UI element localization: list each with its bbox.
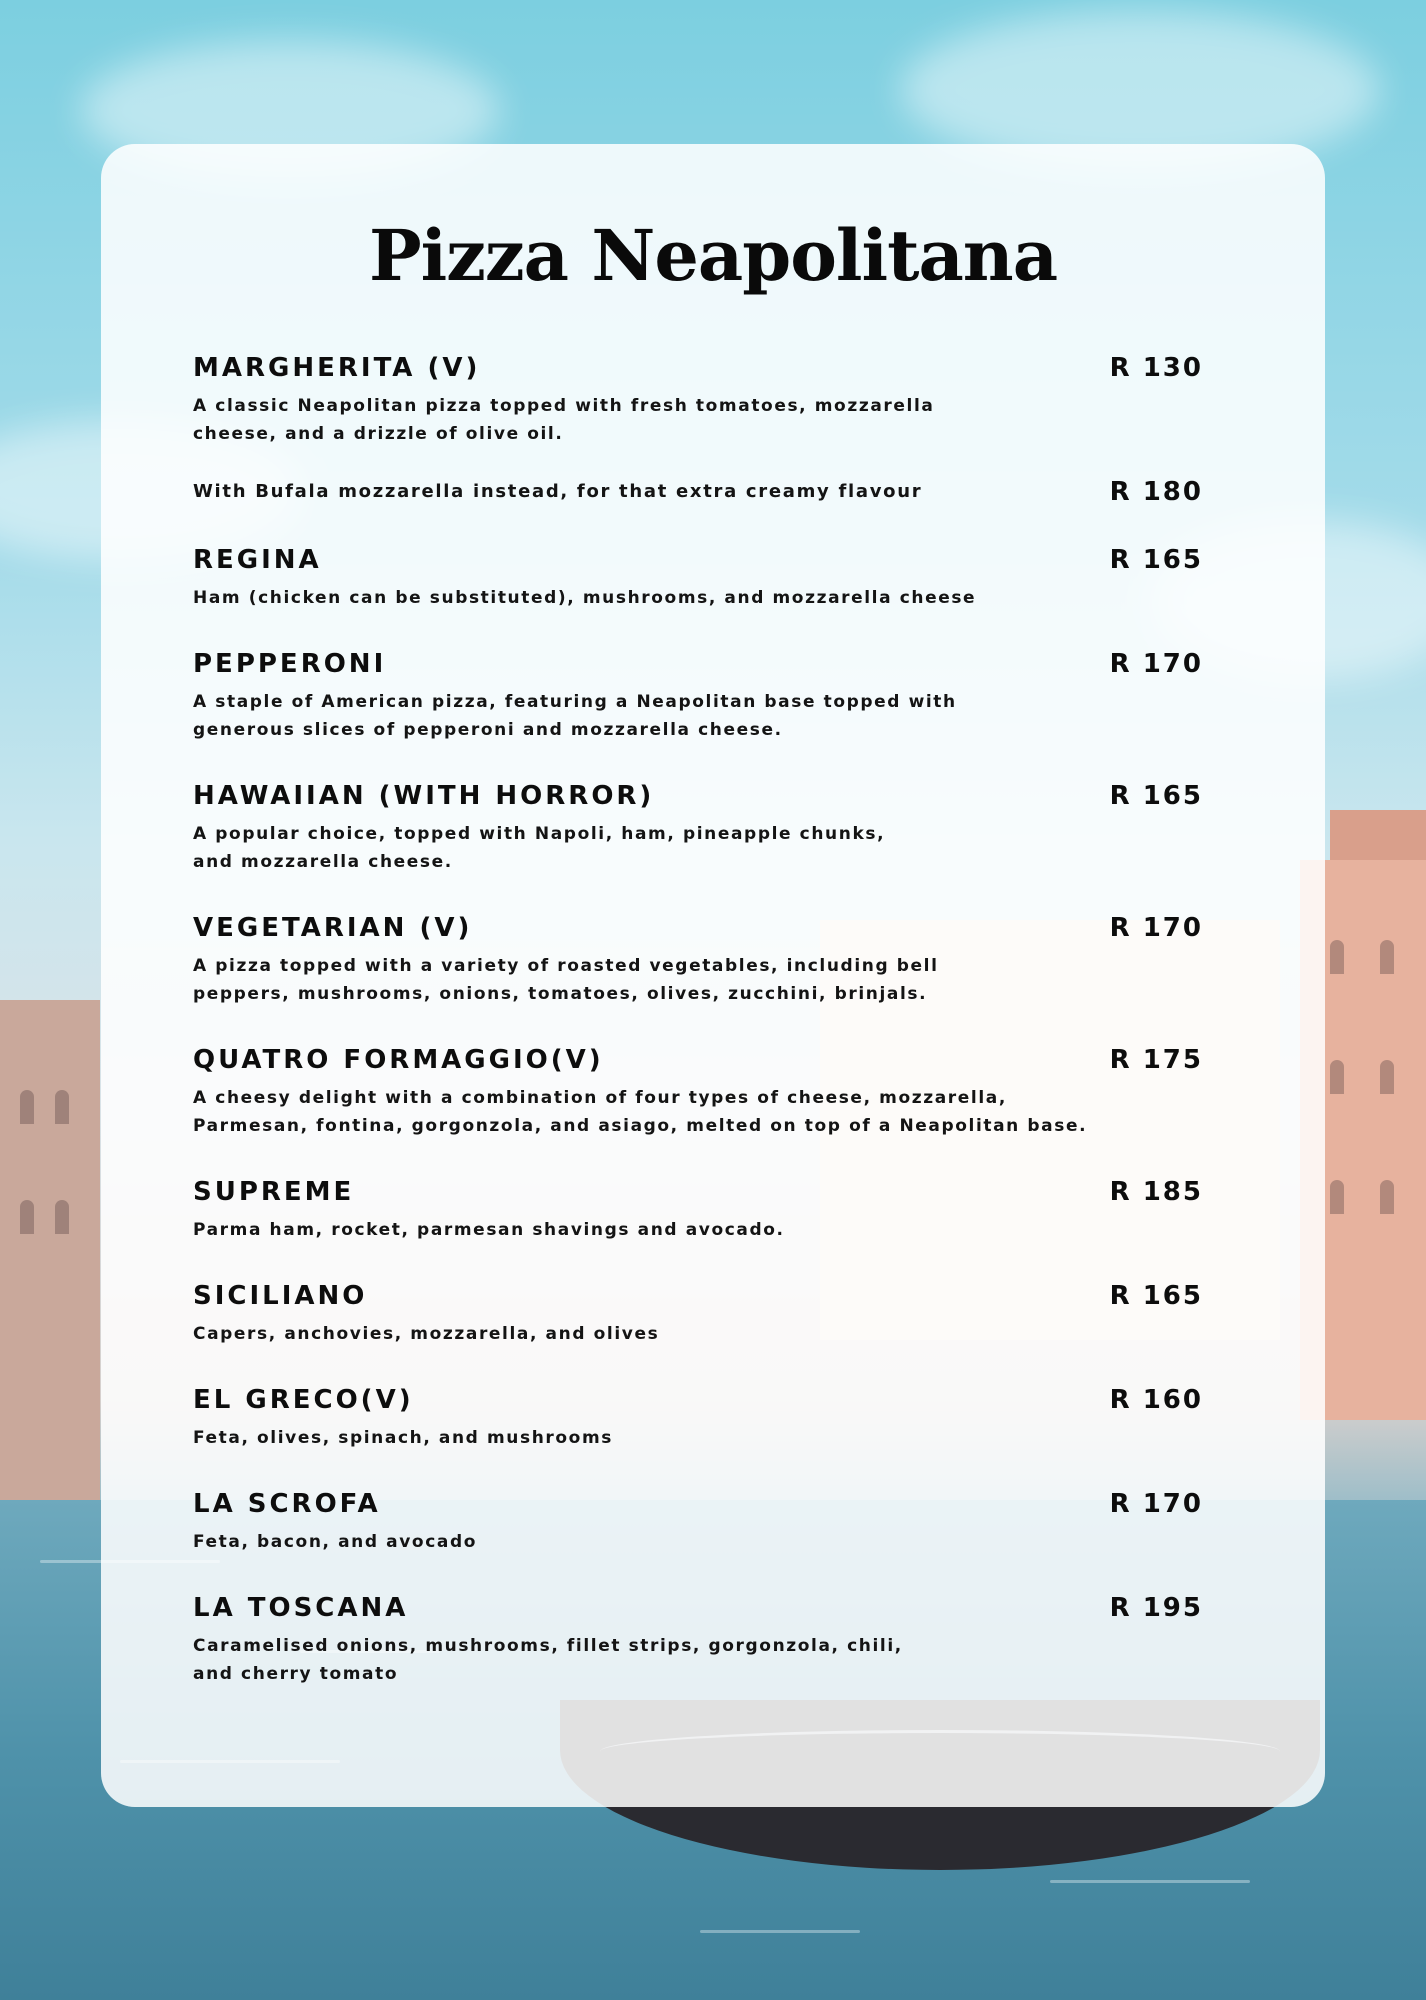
item-name: EL GRECO(V) [193, 1385, 414, 1415]
variant-price: R 180 [1109, 477, 1203, 507]
item-name: LA SCROFA [193, 1489, 381, 1519]
item-price: R 165 [1109, 781, 1203, 811]
window [1380, 940, 1394, 974]
menu-item [193, 648, 1203, 744]
window [20, 1090, 34, 1124]
water-ripple [1050, 1880, 1250, 1883]
item-description: Feta, olives, spinach, and mushrooms [193, 1428, 613, 1448]
menu-item [193, 544, 1203, 612]
item-price: R 165 [1109, 545, 1203, 575]
item-description: A popular choice, topped with Napoli, ham, pineapple chunks, and mozzarella cheese. [193, 824, 886, 872]
item-name: VEGETARIAN (V) [193, 913, 473, 943]
window [1330, 1180, 1344, 1214]
item-price: R 170 [1109, 913, 1203, 943]
menu-item [193, 1280, 1203, 1348]
item-description: Capers, anchovies, mozzarella, and olives [193, 1324, 660, 1344]
item-price: R 130 [1109, 353, 1203, 383]
item-price: R 160 [1109, 1385, 1203, 1415]
menu-item [193, 352, 1203, 508]
item-description: Feta, bacon, and avocado [193, 1532, 477, 1552]
item-price: R 175 [1109, 1045, 1203, 1075]
item-name: SICILIANO [193, 1281, 368, 1311]
menu-title: Pizza Neapolitana [368, 214, 1058, 297]
menu-items-list [193, 352, 1203, 1688]
item-variant [193, 476, 1203, 508]
item-name: SUPREME [193, 1177, 355, 1207]
window [55, 1200, 69, 1234]
item-description: A classic Neapolitan pizza topped with fresh tomatoes, mozzarella cheese, and a drizzle of olive oil. [193, 396, 935, 444]
item-price: R 170 [1109, 649, 1203, 679]
item-name: LA TOSCANA [193, 1593, 409, 1623]
menu-card [101, 144, 1325, 1807]
menu-item [193, 1044, 1203, 1140]
item-description: A pizza topped with a variety of roasted vegetables, including bell peppers, mushrooms, onions, tomatoes, olives, zucchini, brinjals. [193, 956, 939, 1004]
left-building [0, 1000, 100, 1500]
window [1380, 1180, 1394, 1214]
menu-item [193, 912, 1203, 1008]
variant-description: With Bufala mozzarella instead, for that extra creamy flavour [193, 481, 923, 502]
window [1330, 1060, 1344, 1094]
item-price: R 195 [1109, 1593, 1203, 1623]
item-price: R 170 [1109, 1489, 1203, 1519]
window [1330, 940, 1344, 974]
item-name: HAWAIIAN (WITH HORROR) [193, 781, 655, 811]
window [1380, 1060, 1394, 1094]
item-description: A staple of American pizza, featuring a Neapolitan base topped with generous slices of pepperoni and mozzarella cheese. [193, 692, 957, 740]
item-description: A cheesy delight with a combination of four types of cheese, mozzarella, Parmesan, fontina, gorgonzola, and asiago, melted on top of a Neapolitan base. [193, 1088, 1088, 1136]
water-ripple [700, 1930, 860, 1933]
window [55, 1090, 69, 1124]
item-description: Caramelised onions, mushrooms, fillet strips, gorgonzola, chili, and cherry tomato [193, 1636, 903, 1684]
menu-item [193, 1592, 1203, 1688]
item-name: MARGHERITA (V) [193, 353, 481, 383]
menu-item [193, 780, 1203, 876]
item-name: PEPPERONI [193, 649, 387, 679]
item-price: R 185 [1109, 1177, 1203, 1207]
item-price: R 165 [1109, 1281, 1203, 1311]
item-name: QUATRO FORMAGGIO(V) [193, 1045, 604, 1075]
item-description: Parma ham, rocket, parmesan shavings and avocado. [193, 1220, 785, 1240]
item-description: Ham (chicken can be substituted), mushrooms, and mozzarella cheese [193, 588, 977, 608]
window [20, 1200, 34, 1234]
menu-item [193, 1488, 1203, 1556]
menu-item [193, 1384, 1203, 1452]
item-name: REGINA [193, 545, 322, 575]
menu-item [193, 1176, 1203, 1244]
